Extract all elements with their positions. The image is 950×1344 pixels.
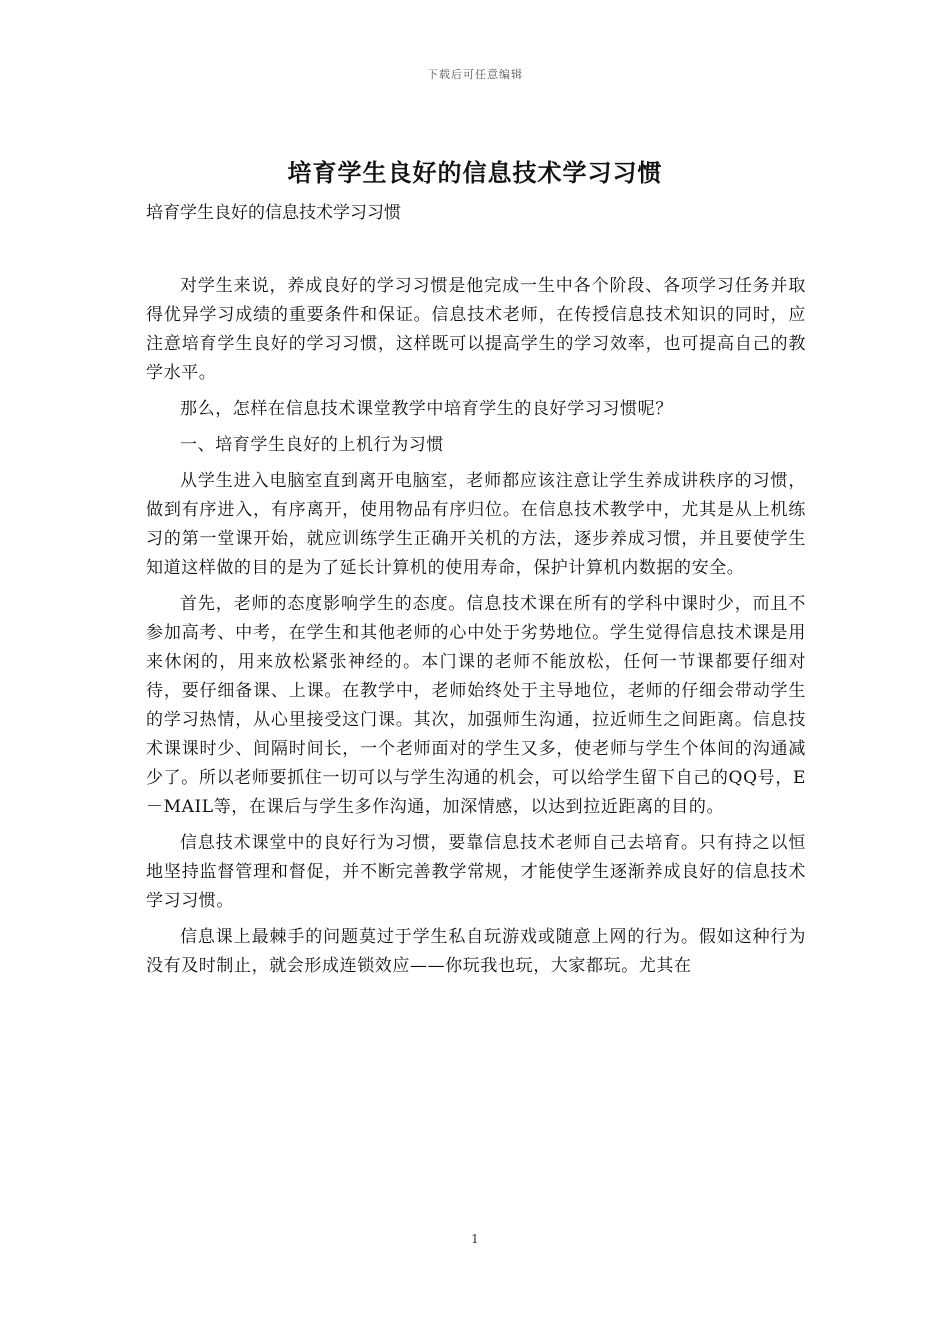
page-header: 下载后可任意编辑 — [427, 68, 523, 81]
document-title: 培育学生良好的信息技术学习习惯 — [287, 159, 663, 187]
paragraph: 信息技术课堂中的良好行为习惯，要靠信息技术老师自己去培育。只有持之以恒地坚持监督管理和督促，并不断完善教学常规，才能使学生逐渐养成良好的信息技术学习习惯。 — [146, 833, 806, 911]
paragraph: 从学生进入电脑室直到离开电脑室，老师都应该注意让学生养成讲秩序的习惯，做到有序进入，有序离开，使用物品有序归位。在信息技术教学中，尤其是从上机练习的第一堂课开始，就应训练学生正确开关机的方法，逐步养成习惯，并且要使学生知道这样做的目的是为了延长计算机的使用寿命，保护计算机内数据的安全。 — [146, 471, 806, 578]
page-number: 1 — [471, 1232, 479, 1246]
paragraph: 那么，怎样在信息技术课堂教学中培育学生的良好学习习惯呢？ — [180, 399, 673, 419]
paragraph: 对学生来说，养成良好的学习习惯是他完成一生中各个阶段、各项学习任务并取得优异学习成绩的重要条件和保证。信息技术老师，在传授信息技术知识的同时，应注意培育学生良好的学习习惯，这样既可以提高学生的学习效率，也可提高自己的教学水平。 — [146, 276, 806, 383]
document-body — [146, 272, 806, 988]
section-heading: 一、培育学生良好的上机行为习惯 — [180, 435, 444, 455]
document-subtitle: 培育学生良好的信息技术学习习惯 — [146, 203, 401, 223]
paragraph: 信息课上最棘手的问题莫过于学生私自玩游戏或随意上网的行为。假如这种行为没有及时制止，就会形成连锁效应——你玩我也玩，大家都玩。尤其在 — [146, 927, 806, 976]
paragraph: 首先，老师的态度影响学生的态度。信息技术课在所有的学科中课时少，而且不参加高考、中考，在学生和其他老师的心中处于劣势地位。学生觉得信息技术课是用来休闲的，用来放松紧张神经的。本门课的老师不能放松，任何一节课都要仔细对待，要仔细备课、上课。在教学中，老师始终处于主导地位，老师的仔细会带动学生的学习热情，从心里接受这门课。其次，加强师生沟通，拉近师生之间距离。信息技术课课时少、间隔时间长，一个老师面对的学生又多，使老师与学生个体间的沟通减少了。所以老师要抓住一切可以与学生沟通的机会，可以给学生留下自己的QQ号，E－MAIL等，在课后与学生多作沟通，加深情感，以达到拉近距离的目的。 — [146, 594, 806, 817]
